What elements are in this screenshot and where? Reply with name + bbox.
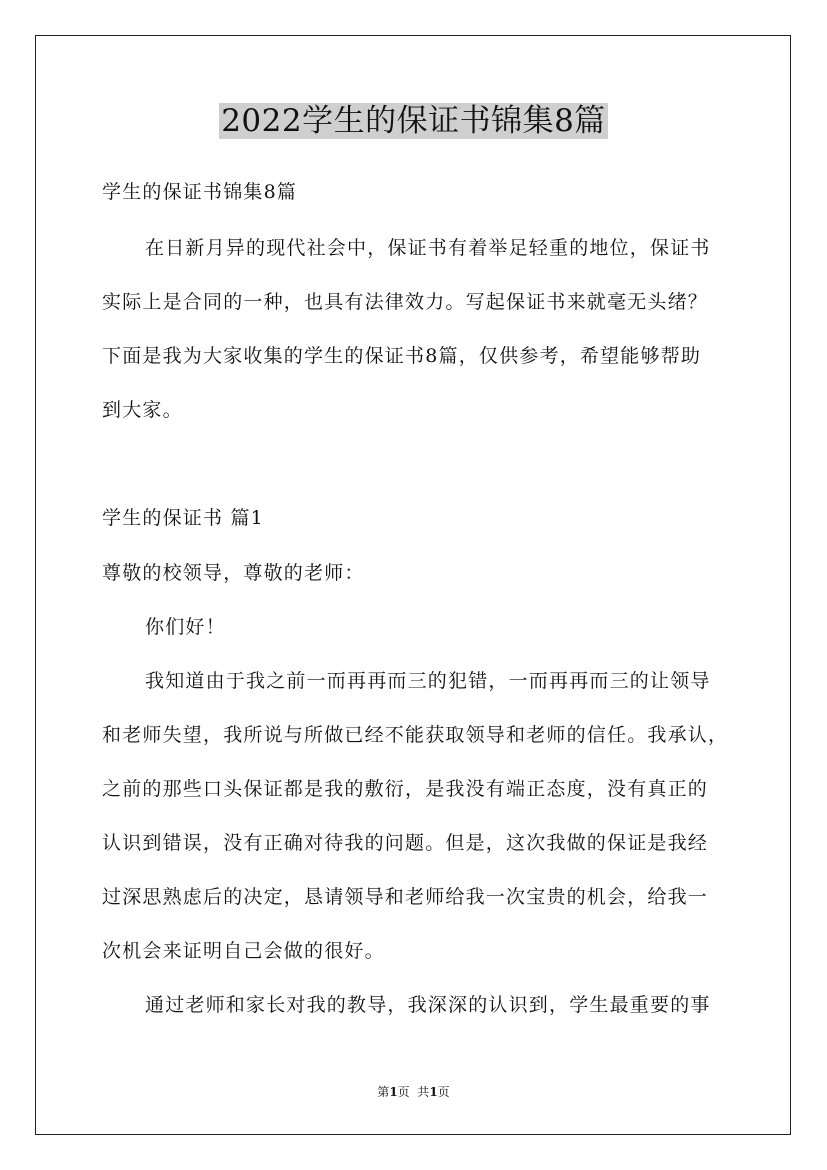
- footer-mid: 页 共: [397, 1085, 430, 1099]
- body-line-1: 我知道由于我之前一而再再而三的犯错，一而再再而三的让领导: [145, 670, 711, 692]
- intro-line-3: 下面是我为大家收集的学生的保证书8篇，仅供参考，希望能够帮助: [102, 345, 702, 367]
- page-footer: [0, 1084, 827, 1100]
- intro-line-4: 到大家。: [102, 399, 183, 421]
- body-line-4: 认识到错误，没有正确对待我的问题。但是，这次我做的保证是我经: [102, 832, 709, 854]
- title-text: 2022学生的保证书锦集8篇: [221, 103, 606, 139]
- body-line-5: 过深思熟虑后的决定，恳请领导和老师给我一次宝贵的机会，给我一: [102, 886, 709, 908]
- body-line-7: 通过老师和家长对我的教导，我深深的认识到，学生最重要的事: [145, 994, 711, 1016]
- footer-total-pages: 1: [429, 1085, 438, 1099]
- subtitle-line: 学生的保证书锦集8篇: [102, 181, 298, 203]
- section-heading: 学生的保证书 篇1: [102, 507, 264, 529]
- body-line-6: 次机会来证明自己会做的很好。: [102, 940, 385, 962]
- document-title: [0, 101, 827, 141]
- footer-suffix: 页: [437, 1085, 450, 1099]
- greeting: 你们好！: [145, 616, 226, 638]
- salutation: 尊敬的校领导，尊敬的老师：: [102, 562, 365, 584]
- intro-line-1: 在日新月异的现代社会中，保证书有着举足轻重的地位，保证书: [145, 237, 711, 259]
- intro-line-2: 实际上是合同的一种，也具有法律效力。写起保证书来就毫无头绪？: [102, 291, 709, 313]
- body-line-3: 之前的那些口头保证都是我的敷衍，是我没有端正态度，没有真正的: [102, 778, 709, 800]
- footer-page-number: 1: [389, 1085, 398, 1099]
- body-line-2: 和老师失望，我所说与所做已经不能获取领导和老师的信任。我承认，: [102, 724, 729, 746]
- footer-prefix: 第: [377, 1085, 390, 1099]
